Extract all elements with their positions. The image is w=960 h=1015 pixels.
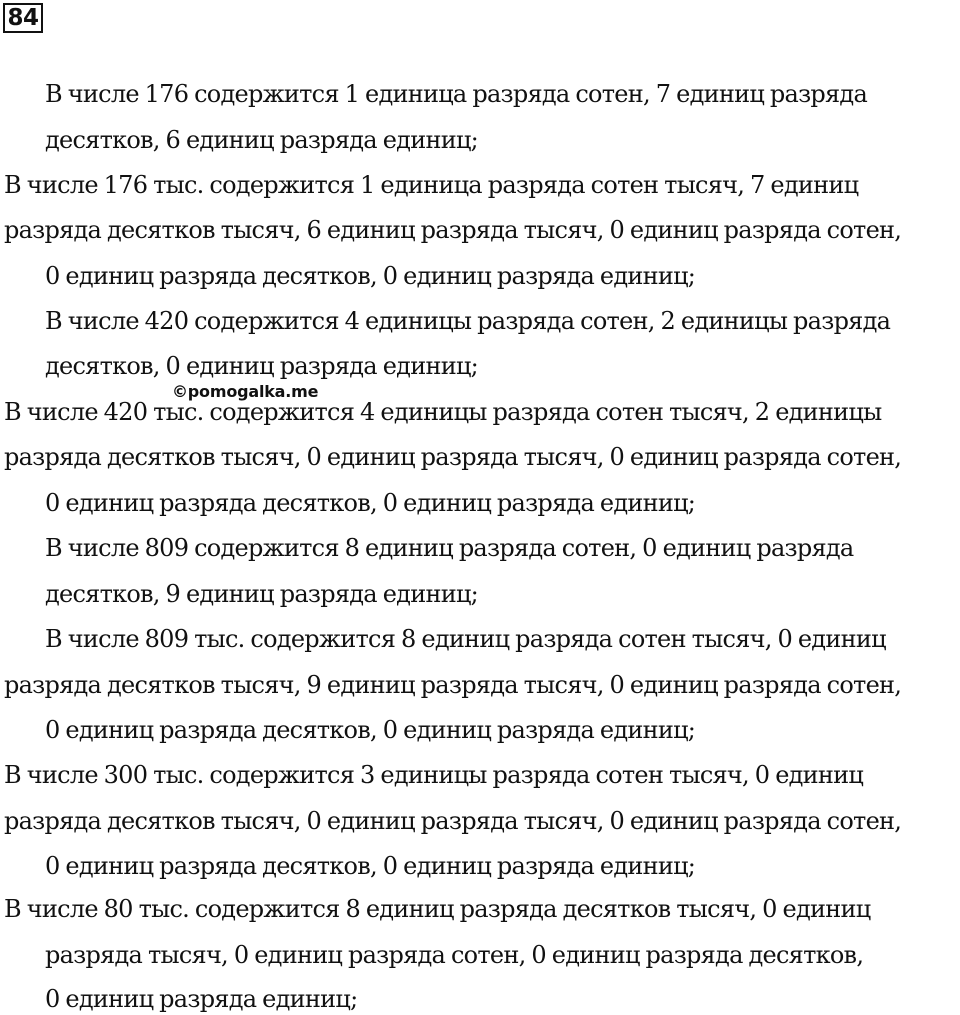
text-line: 0 единиц разряда единиц; [45, 985, 358, 1013]
text-line: В числе 809 содержится 8 единиц разряда сотен, 0 единиц разряда [45, 534, 854, 562]
text-line: В числе 80 тыс. содержится 8 единиц разряда десятков тысяч, 0 единиц [4, 895, 871, 923]
text-line: В числе 420 тыс. содержится 4 единицы разряда сотен тысяч, 2 единицы [4, 398, 882, 426]
text-line: В числе 420 содержится 4 единицы разряда сотен, 2 единицы разряда [45, 307, 891, 335]
text-line: 0 единиц разряда десятков, 0 единиц разряда единиц; [45, 716, 696, 744]
text-line: разряда десятков тысяч, 0 единиц разряда тысяч, 0 единиц разряда сотен, [4, 443, 902, 471]
text-line: В числе 176 тыс. содержится 1 единица разряда сотен тысяч, 7 единиц [4, 171, 859, 199]
text-line: 0 единиц разряда десятков, 0 единиц разряда единиц; [45, 489, 696, 517]
text-line: десятков, 0 единиц разряда единиц; [45, 352, 478, 380]
text-line: 0 единиц разряда десятков, 0 единиц разряда единиц; [45, 262, 696, 290]
watermark: ©pomogalka.me [172, 382, 319, 401]
text-line: В числе 176 содержится 1 единица разряда сотен, 7 единиц разряда [45, 80, 868, 108]
text-line: разряда десятков тысяч, 9 единиц разряда тысяч, 0 единиц разряда сотен, [4, 671, 902, 699]
text-line: десятков, 9 единиц разряда единиц; [45, 580, 478, 608]
text-line: 0 единиц разряда десятков, 0 единиц разряда единиц; [45, 852, 696, 880]
task-number-badge: 84 [3, 3, 43, 33]
text-line: разряда десятков тысяч, 0 единиц разряда тысяч, 0 единиц разряда сотен, [4, 807, 902, 835]
text-line: десятков, 6 единиц разряда единиц; [45, 126, 478, 154]
text-line: разряда десятков тысяч, 6 единиц разряда тысяч, 0 единиц разряда сотен, [4, 216, 902, 244]
text-line: разряда тысяч, 0 единиц разряда сотен, 0 единиц разряда десятков, [45, 941, 864, 969]
text-line: В числе 809 тыс. содержится 8 единиц разряда сотен тысяч, 0 единиц [45, 625, 886, 653]
text-line: В числе 300 тыс. содержится 3 единицы разряда сотен тысяч, 0 единиц [4, 761, 864, 789]
